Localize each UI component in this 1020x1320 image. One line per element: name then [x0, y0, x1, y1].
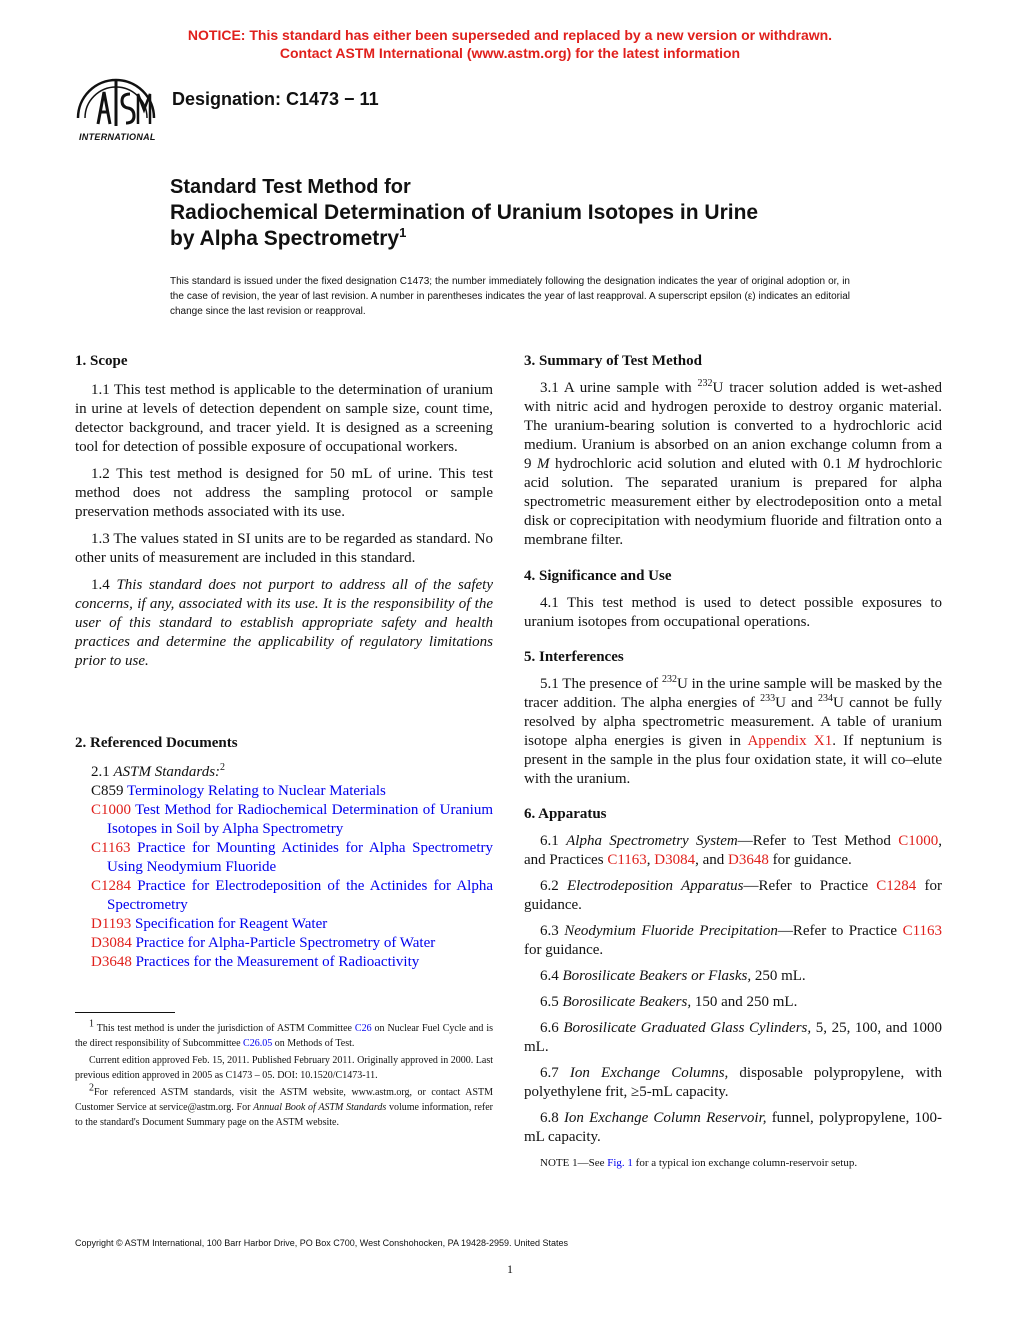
significance-heading: 4. Significance and Use	[524, 568, 672, 584]
interferences-section	[524, 648, 942, 789]
summary-molarity-1: M	[537, 456, 550, 472]
reference-code[interactable]: C1163	[91, 840, 131, 856]
item-number: 6.4	[540, 968, 563, 984]
isotope-233-sup: 233	[760, 693, 776, 704]
item-text: ,	[646, 852, 655, 868]
footnote-1b: on Nuclear Fuel Cycle and is the direct responsibility of Subcommittee	[75, 1023, 494, 1049]
summary-text-b: U tracer solution added is wet-ashed with nitric acid and hydrogen peroxide to destroy organic material. The uranium-bearing solution is converted to a hydrochloric acid medium. Uranium is absorbed on an anion exchange column from a 9	[524, 380, 942, 472]
reference-title[interactable]: Test Method for Radiochemical Determination of Uranium Isotopes in Soil by Alpha Spectrometry	[107, 802, 493, 837]
reference-code[interactable]: D1193	[91, 916, 132, 932]
item-name: Ion Exchange Columns,	[569, 1065, 729, 1081]
item-text: 250 mL.	[751, 968, 806, 984]
summary-isotope-sup: 232	[697, 378, 713, 389]
astm-logo	[70, 74, 162, 144]
footnote-1	[75, 1018, 494, 1130]
apparatus-6-2	[524, 877, 942, 915]
reference-code[interactable]: C1284	[91, 878, 132, 894]
title-line-3	[170, 226, 890, 252]
reference-item-d3648[interactable]	[75, 953, 493, 972]
summary-text-c: hydrochloric acid solution and eluted with 0.1	[549, 456, 848, 472]
item-number: 6.6	[540, 1020, 564, 1036]
item-number: 6.8	[540, 1110, 564, 1126]
reference-item-c1284[interactable]	[75, 877, 493, 915]
interferences-text-a: 5.1 The presence of	[540, 676, 662, 692]
apparatus-6-1	[524, 832, 942, 870]
scope-1-1: 1.1 This test method is applicable to the determination of uranium in urine at levels of detection dependent on sample size, count time, detector background, and tracer yield. It is designed as a screening tool for detection of possible exposure of occupational workers.	[75, 382, 493, 455]
note-text-a: NOTE 1—See	[540, 1157, 608, 1169]
d3648-link[interactable]: D3648	[728, 852, 769, 868]
reference-list	[75, 782, 493, 972]
interferences-text-c: U and	[775, 695, 819, 711]
c1163-link[interactable]: C1163	[902, 923, 943, 939]
item-text: 150 and 250 mL.	[691, 994, 798, 1010]
item-text: for guidance.	[768, 852, 852, 868]
interferences-5-1	[524, 675, 942, 789]
scope-1-2: 1.2 This test method is designed for 50 mL of urine. This test method does not address the sampling protocol or sample preservation methods associated with its use.	[75, 466, 493, 520]
footnote-2-annual-book: Annual Book of ASTM Standards	[253, 1102, 387, 1113]
summary-3-1	[524, 379, 942, 550]
apparatus-6-3	[524, 922, 942, 960]
summary-heading: 3. Summary of Test Method	[524, 353, 702, 369]
item-number: 6.5	[540, 994, 563, 1010]
reference-code[interactable]: C1000	[91, 802, 132, 818]
document-title	[170, 174, 890, 252]
scope-heading: 1. Scope	[75, 353, 128, 369]
item-text: —Refer to Test Method	[737, 833, 899, 849]
apparatus-section	[524, 805, 942, 1147]
title-footnote-ref: 1	[399, 225, 407, 240]
note-text-b: for a typical ion exchange column-reservoir setup.	[632, 1157, 858, 1169]
item-name: Electrodeposition Apparatus	[566, 878, 744, 894]
refdocs-footnote-ref: 2	[220, 762, 226, 773]
apparatus-6-5	[524, 993, 942, 1012]
item-name: Borosilicate Graduated Glass Cylinders,	[563, 1020, 812, 1036]
item-text: disposable polypropylene, with polyethylene frit, ≥5-mL capacity.	[524, 1065, 942, 1100]
interferences-text-b: U in the urine sample will be masked by the tracer addition. The alpha energies of	[524, 676, 942, 711]
notice-line-1: NOTICE: This standard has either been superseded and replaced by a new version or withdrawn.	[187, 27, 833, 43]
designation: Designation: C1473 − 11	[172, 89, 379, 109]
referenced-documents-section	[75, 734, 493, 972]
footnote-1-number: 1	[89, 1018, 94, 1030]
item-text: for guidance.	[524, 878, 942, 913]
apparatus-6-7	[524, 1064, 942, 1102]
item-number: 6.3	[540, 923, 565, 939]
footnote-1-text	[75, 1018, 494, 1051]
apparatus-heading: 6. Apparatus	[524, 806, 607, 822]
summary-text-d: hydrochloric acid solution. The separated uranium is prepared for alpha spectrometric measurement either by electrodeposition onto a metal disk or coprecipitation with neodymium fluoride and filtration onto a membrane filter.	[524, 456, 942, 548]
summary-text-a: 3.1 A urine sample with	[540, 380, 698, 396]
scope-section	[75, 352, 493, 671]
reference-title[interactable]: Practice for Mounting Actinides for Alpha Spectrometry Using Neodymium Fluoride	[107, 840, 493, 875]
refdocs-heading: 2. Referenced Documents	[75, 735, 238, 751]
reference-code[interactable]: D3084	[91, 935, 132, 951]
significance-4-1: 4.1 This test method is used to detect possible exposures to uranium isotopes from occupational operations.	[524, 595, 942, 630]
copyright-line: Copyright © ASTM International, 100 Barr Harbor Drive, PO Box C700, West Conshohocken, PA 19428-2959. United States	[75, 1238, 569, 1248]
item-name: Borosilicate Beakers or Flasks,	[562, 968, 752, 984]
reference-item-d1193[interactable]	[75, 915, 493, 934]
d3084-link[interactable]: D3084	[654, 852, 696, 868]
refdocs-2-1-label: ASTM Standards:	[113, 764, 221, 780]
scope-1-4-number: 1.4	[91, 577, 117, 593]
item-name: Ion Exchange Column Reservoir,	[563, 1110, 767, 1126]
item-number: 6.2	[540, 878, 567, 894]
reference-title[interactable]: Terminology Relating to Nuclear Materials	[127, 783, 386, 799]
apparatus-6-4	[524, 967, 942, 986]
page-number: 1	[507, 1262, 513, 1276]
reference-item-c1163[interactable]	[75, 839, 493, 877]
note-1	[540, 1156, 944, 1170]
item-text: , and	[695, 852, 729, 868]
reference-code[interactable]: D3648	[91, 954, 132, 970]
summary-molarity-2: M	[847, 456, 860, 472]
title-line-3-text: by Alpha Spectrometry	[170, 227, 400, 250]
reference-item-c1000[interactable]	[75, 801, 493, 839]
item-name: Alpha Spectrometry System	[566, 833, 738, 849]
item-text: 5, 25, 100, and 1000 mL.	[524, 1020, 942, 1055]
reference-title[interactable]: Practice for Electrodeposition of the Actinides for Alpha Spectrometry	[107, 878, 493, 913]
apparatus-6-6	[524, 1019, 942, 1057]
scope-1-3: 1.3 The values stated in SI units are to be regarded as standard. No other units of measurement are included in this standard.	[75, 531, 493, 566]
footnote-1c: on Methods of Test.	[274, 1038, 355, 1049]
c1284-link[interactable]: C1284	[876, 878, 917, 894]
c1163-link[interactable]: C1163	[607, 852, 647, 868]
scope-1-4	[75, 576, 493, 671]
interferences-heading: 5. Interferences	[524, 649, 624, 665]
item-text: —Refer to Practice	[777, 923, 903, 939]
item-number: 6.7	[540, 1065, 570, 1081]
interferences-text-d: U cannot be fully resolved by alpha spectrometric measurement. A table of uranium isotope alpha energies is given in	[524, 695, 942, 749]
title-line-1: Standard Test Method for	[170, 176, 411, 198]
isotope-232-sup: 232	[661, 674, 677, 685]
footnote-2-number: 2	[89, 1082, 94, 1094]
subcommittee-link[interactable]: C26.05	[243, 1038, 273, 1049]
appendix-x1-link[interactable]: Appendix X1	[747, 733, 833, 749]
c1000-link[interactable]: C1000	[898, 833, 939, 849]
item-number: 6.1	[540, 833, 567, 849]
apparatus-6-8	[524, 1109, 942, 1147]
interferences-text-e: . If neptunium is present in the sample in the plus four oxidation state, it will co–elute with the uranium.	[524, 733, 942, 787]
footnote-2	[75, 1082, 494, 1130]
reference-title[interactable]: Specification for Reagent Water	[135, 916, 328, 932]
isotope-234-sup: 234	[818, 693, 834, 704]
refdocs-2-1	[75, 763, 493, 782]
reference-title[interactable]: Practice for Alpha-Particle Spectrometry of Water	[135, 935, 436, 951]
refdocs-2-1-number: 2.1	[91, 764, 114, 780]
footnote-rule	[75, 1012, 175, 1013]
item-name: Borosilicate Beakers,	[562, 994, 692, 1010]
item-text: —Refer to Practice	[743, 878, 877, 894]
footnote-1a: This test method is under the jurisdiction of ASTM Committee	[96, 1023, 352, 1034]
scope-1-4-text: This standard does not purport to address all of the safety concerns, if any, associated with its use. It is the responsibility of the user of this standard to establish appropriate safety and health practices and determine the applicability of regulatory limitations prior to use.	[75, 577, 494, 669]
significance-section	[524, 567, 942, 632]
committee-c26-link[interactable]: C26	[354, 1023, 372, 1034]
item-text: , and Practices	[524, 833, 943, 868]
fixed-designation-notice: This standard is issued under the fixed designation C1473; the number immediately following the designation indicates the year of original adoption or, in the case of revision, the year of last revision. A number in parentheses indicates the year of last reapproval. A superscript epsilon (ε) indicates an editorial change since the last revision or reapproval.	[170, 276, 850, 317]
item-text: for guidance.	[524, 942, 604, 958]
item-name: Neodymium Fluoride Precipitation	[564, 923, 778, 939]
title-line-2: Radiochemical Determination of Uranium Isotopes in Urine	[170, 201, 759, 224]
footnote-edition: Current edition approved Feb. 15, 2011. Published February 2011. Originally approved in 2000. Last previous edition approved in 2005 as C1473 – 05. DOI: 10.1520/C1473-11.	[75, 1055, 493, 1081]
figure-1-link[interactable]: Fig. 1	[607, 1157, 633, 1169]
reference-title[interactable]: Practices for the Measurement of Radioactivity	[135, 954, 420, 970]
footnote-2a: For referenced ASTM standards, visit the ASTM website, www.astm.org, or contact ASTM Customer Service at service@astm.org. For	[75, 1087, 493, 1113]
logo-text: INTERNATIONAL	[79, 132, 156, 142]
summary-section	[524, 352, 942, 550]
reference-item-d3084[interactable]	[75, 934, 493, 953]
withdrawal-notice	[0, 26, 1020, 62]
item-text: funnel, polypropylene, 100-mL capacity.	[524, 1110, 943, 1145]
notice-line-2: Contact ASTM International (www.astm.org) for the latest information	[279, 45, 741, 61]
reference-item-c859[interactable]	[75, 782, 493, 801]
reference-code: C859	[91, 783, 124, 799]
footnote-2b: volume information, refer to the standard's Document Summary page on the ASTM website.	[75, 1102, 494, 1128]
